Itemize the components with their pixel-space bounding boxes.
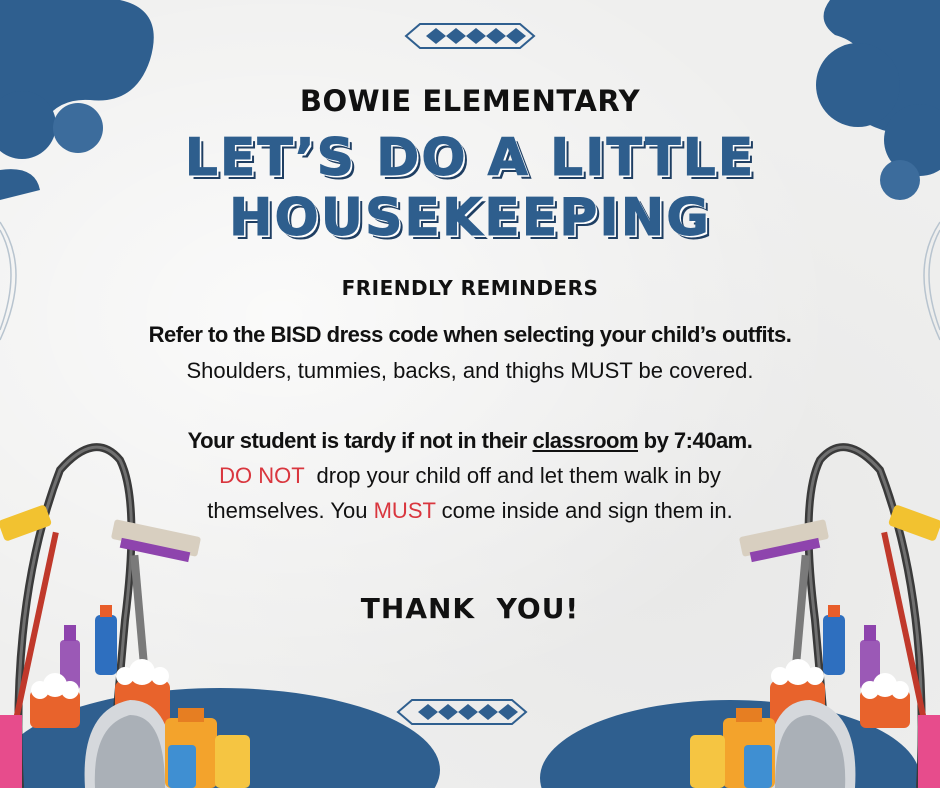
top-diamond-ornament <box>406 24 534 48</box>
signin-reminder <box>0 498 940 524</box>
bottom-diamond-ornament <box>398 700 526 724</box>
dress-code-detail: Shoulders, tummies, backs, and thighs MUST be covered. <box>186 358 754 383</box>
headline-line-1: LET’S DO A LITTLE <box>184 128 756 188</box>
headline-line-2: HOUSEKEEPING <box>229 188 711 248</box>
school-name: BOWIE ELEMENTARY <box>299 84 641 118</box>
do-not-warning: DO NOT <box>219 463 305 488</box>
thank-you-message: THANK YOU! <box>360 592 580 625</box>
tardy-classroom-underlined: classroom <box>532 428 639 453</box>
must-warning: MUST <box>373 498 436 523</box>
tardy-reminder <box>0 428 940 454</box>
tardy-text-part1: Your student is tardy if not in their <box>187 428 533 453</box>
tardy-text-part2: by 7:40am. <box>638 428 753 453</box>
subheading: FRIENDLY REMINDERS <box>341 276 599 300</box>
signin-text-part2: come inside and sign them in. <box>435 498 733 523</box>
dropoff-text: drop your child off and let them walk in by <box>304 463 721 488</box>
dress-code-reminder: Refer to the BISD dress code when selecting your child’s outfits. <box>148 322 792 347</box>
dropoff-reminder <box>0 463 940 489</box>
signin-text-part1: themselves. You <box>207 498 374 523</box>
